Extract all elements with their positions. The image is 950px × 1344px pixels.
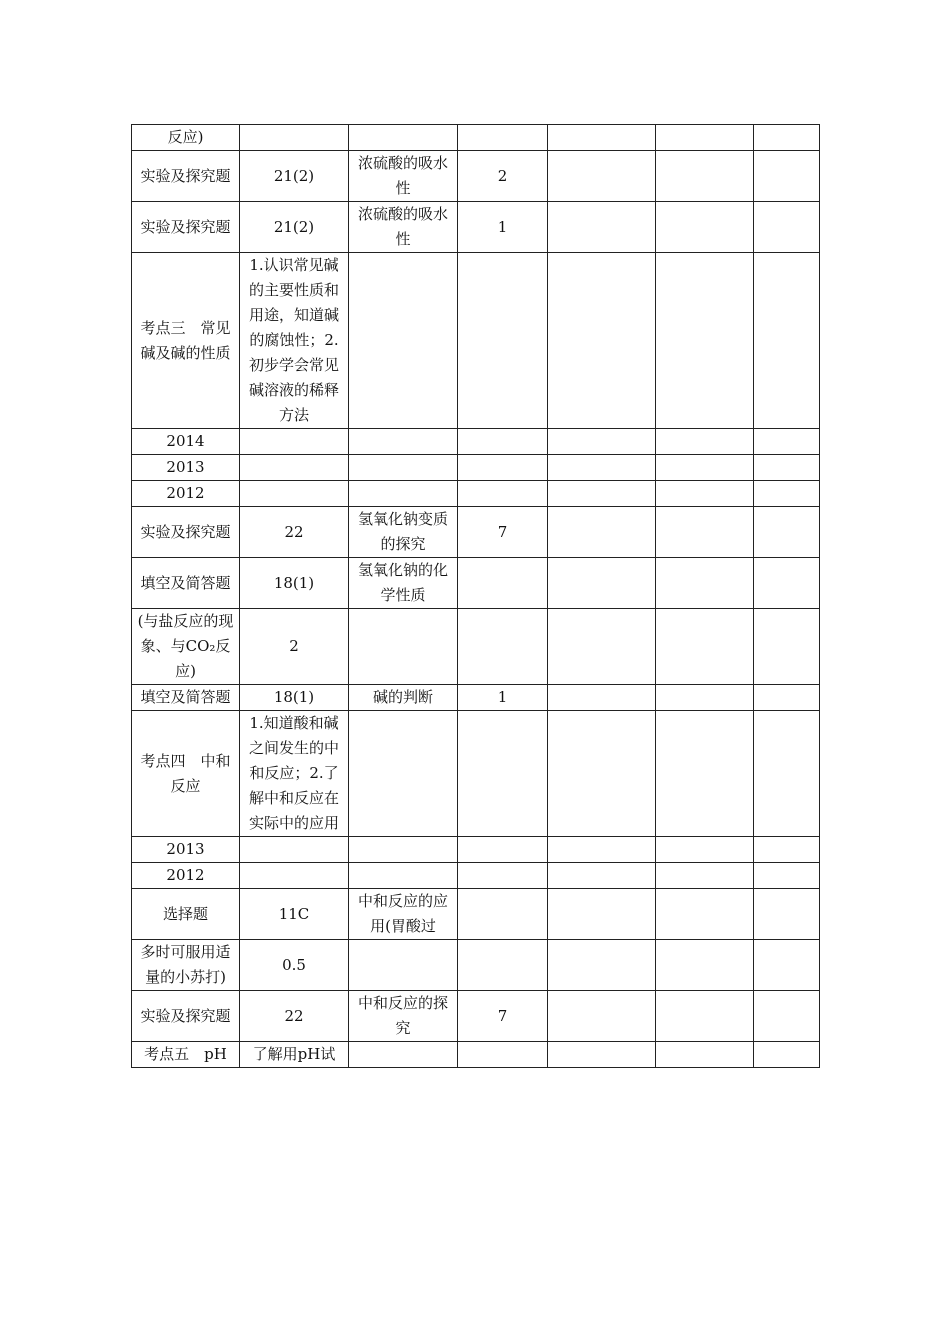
table-cell: [656, 685, 754, 711]
table-cell: [656, 558, 754, 609]
table-cell: 氢氧化钠变质的探究: [349, 507, 458, 558]
table-cell: 2012: [132, 863, 240, 889]
table-cell: [754, 125, 820, 151]
table-cell: [458, 125, 548, 151]
table-cell: 实验及探究题: [132, 507, 240, 558]
table-cell: 了解用pH试: [240, 1042, 349, 1068]
table-cell: 2012: [132, 481, 240, 507]
table-cell: [548, 609, 656, 685]
table-cell: 2013: [132, 837, 240, 863]
table-cell: [548, 481, 656, 507]
table-cell: [754, 609, 820, 685]
table-cell: 1.知道酸和碱之间发生的中和反应；2.了解中和反应在实际中的应用: [240, 711, 349, 837]
table-cell: [548, 253, 656, 429]
table-cell: [754, 685, 820, 711]
table-row: [132, 991, 820, 1042]
table-cell: [656, 863, 754, 889]
table-row: [132, 558, 820, 609]
table-cell: [458, 253, 548, 429]
table-cell: 考点五 pH: [132, 1042, 240, 1068]
table-cell: [548, 125, 656, 151]
table-cell: 实验及探究题: [132, 151, 240, 202]
table-cell: [548, 455, 656, 481]
table-cell: [548, 507, 656, 558]
table-cell: [656, 507, 754, 558]
table-cell: [458, 711, 548, 837]
table-cell: 7: [458, 991, 548, 1042]
table-cell: 浓硫酸的吸水性: [349, 151, 458, 202]
table-row: [132, 202, 820, 253]
table-row: [132, 151, 820, 202]
table-cell: 1.认识常见碱的主要性质和用途，知道碱的腐蚀性；2.初步学会常见碱溶液的稀释方法: [240, 253, 349, 429]
table-cell: [656, 202, 754, 253]
table-cell: 选择题: [132, 889, 240, 940]
table-row: [132, 863, 820, 889]
table-row: [132, 609, 820, 685]
table-cell: [548, 151, 656, 202]
table-cell: 22: [240, 991, 349, 1042]
table-cell: 0.5: [240, 940, 349, 991]
table-cell: 考点三 常见碱及碱的性质: [132, 253, 240, 429]
table-cell: [349, 455, 458, 481]
table-cell: [548, 429, 656, 455]
table-cell: [349, 711, 458, 837]
table-cell: 实验及探究题: [132, 202, 240, 253]
table-row: [132, 507, 820, 558]
table-cell: [548, 685, 656, 711]
table-cell: [458, 889, 548, 940]
table-cell: 21(2): [240, 151, 349, 202]
table-cell: [548, 991, 656, 1042]
table-cell: [656, 711, 754, 837]
table-cell: 2014: [132, 429, 240, 455]
table-row: [132, 940, 820, 991]
table-cell: 7: [458, 507, 548, 558]
table-cell: [458, 837, 548, 863]
table-cell: [548, 558, 656, 609]
table-cell: [548, 711, 656, 837]
table-cell: [240, 429, 349, 455]
table-cell: [754, 429, 820, 455]
table-cell: [754, 889, 820, 940]
table-cell: [754, 481, 820, 507]
table-row: [132, 711, 820, 837]
table-cell: [548, 863, 656, 889]
table-cell: (与盐反应的现象、与CO₂反应): [132, 609, 240, 685]
table-cell: [458, 481, 548, 507]
table-cell: [349, 481, 458, 507]
table-cell: [754, 151, 820, 202]
table-cell: [240, 863, 349, 889]
table-cell: [240, 481, 349, 507]
table-cell: 填空及简答题: [132, 685, 240, 711]
table-cell: [754, 253, 820, 429]
table-cell: [754, 940, 820, 991]
table-cell: 18(1): [240, 685, 349, 711]
table-cell: [754, 1042, 820, 1068]
table-cell: [349, 253, 458, 429]
table-cell: [349, 429, 458, 455]
table-cell: [754, 837, 820, 863]
table-cell: 11C: [240, 889, 349, 940]
table-cell: [458, 558, 548, 609]
table-cell: [458, 429, 548, 455]
table-cell: 多时可服用适量的小苏打): [132, 940, 240, 991]
table-row: [132, 481, 820, 507]
table-cell: [656, 889, 754, 940]
table-cell: 碱的判断: [349, 685, 458, 711]
table-cell: 18(1): [240, 558, 349, 609]
table-cell: [754, 863, 820, 889]
table-cell: 考点四 中和反应: [132, 711, 240, 837]
table-cell: [656, 151, 754, 202]
table-cell: [349, 609, 458, 685]
table-cell: 中和反应的应用(胃酸过: [349, 889, 458, 940]
table-row: [132, 837, 820, 863]
table-cell: [754, 507, 820, 558]
table-cell: [240, 455, 349, 481]
table-cell: [548, 940, 656, 991]
exam-table: [131, 124, 820, 1068]
table-cell: [548, 837, 656, 863]
table-cell: [458, 863, 548, 889]
table-cell: [458, 609, 548, 685]
table-cell: 21(2): [240, 202, 349, 253]
table-cell: [754, 202, 820, 253]
table-cell: [656, 991, 754, 1042]
table-row: [132, 685, 820, 711]
table-cell: 填空及简答题: [132, 558, 240, 609]
table-cell: [240, 125, 349, 151]
table-row: [132, 429, 820, 455]
table-cell: 2013: [132, 455, 240, 481]
table-cell: [349, 125, 458, 151]
table-cell: 实验及探究题: [132, 991, 240, 1042]
table-cell: [458, 940, 548, 991]
table-cell: [548, 1042, 656, 1068]
table-cell: 反应): [132, 125, 240, 151]
table-cell: [656, 609, 754, 685]
table-cell: [754, 558, 820, 609]
table-cell: 氢氧化钠的化学性质: [349, 558, 458, 609]
table-cell: [548, 889, 656, 940]
table-cell: 1: [458, 202, 548, 253]
table-cell: [656, 837, 754, 863]
table-cell: 22: [240, 507, 349, 558]
table-cell: [349, 940, 458, 991]
table-cell: [754, 991, 820, 1042]
table-cell: [656, 429, 754, 455]
table-cell: [349, 863, 458, 889]
table-cell: 2: [240, 609, 349, 685]
table-cell: [548, 202, 656, 253]
table-cell: 中和反应的探究: [349, 991, 458, 1042]
table-row: [132, 125, 820, 151]
table-cell: [754, 455, 820, 481]
table-row: [132, 889, 820, 940]
table-cell: [656, 125, 754, 151]
table-cell: [349, 1042, 458, 1068]
table-cell: 1: [458, 685, 548, 711]
table-cell: [656, 253, 754, 429]
table-cell: [656, 940, 754, 991]
table-row: [132, 1042, 820, 1068]
table-cell: [458, 1042, 548, 1068]
table-cell: [240, 837, 349, 863]
table-row: [132, 253, 820, 429]
table-cell: 浓硫酸的吸水性: [349, 202, 458, 253]
table-cell: [656, 455, 754, 481]
table-cell: [754, 711, 820, 837]
table-cell: [656, 1042, 754, 1068]
table-cell: [349, 837, 458, 863]
table-cell: [458, 455, 548, 481]
table-cell: 2: [458, 151, 548, 202]
table-body: [132, 125, 820, 1068]
table-cell: [656, 481, 754, 507]
table-row: [132, 455, 820, 481]
